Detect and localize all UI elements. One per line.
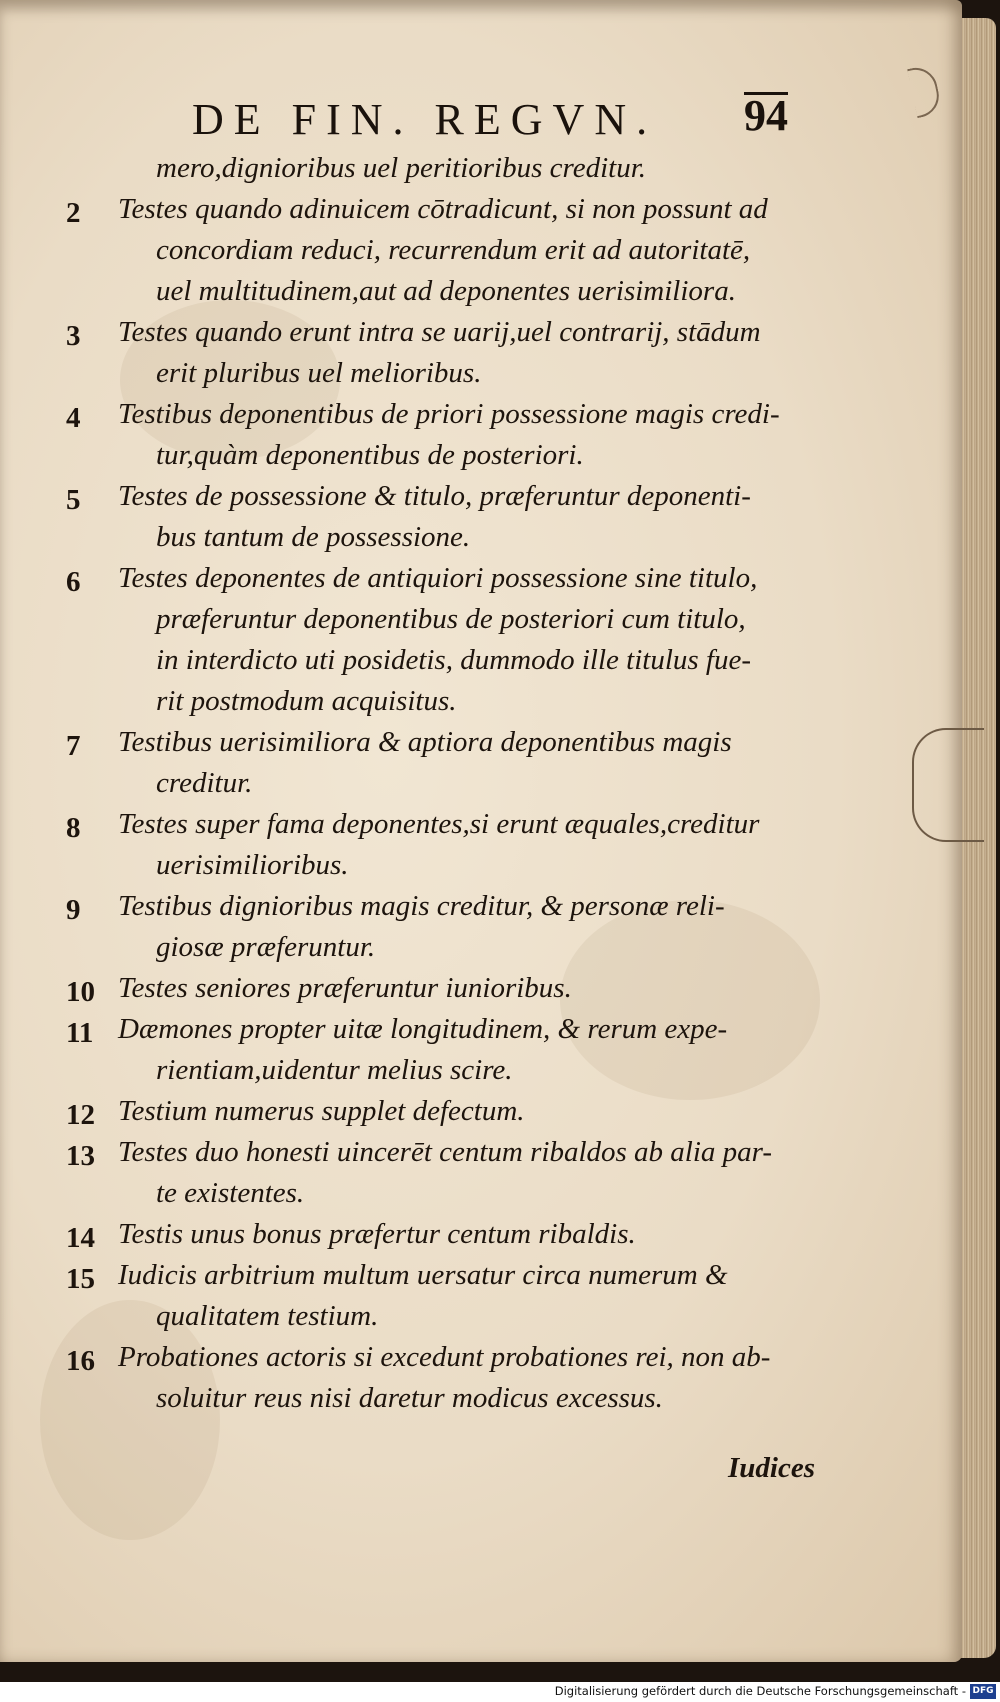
line-text: qualitatem testium. [156, 1300, 379, 1332]
text-line [60, 685, 830, 726]
text-line [60, 316, 830, 357]
line-text: Testibus uerisimiliora & aptiora deponentibus magis [118, 726, 732, 758]
folio-number: 94 [744, 91, 788, 140]
line-text: Testibus deponentibus de priori possessione magis credi- [118, 398, 780, 430]
line-text: Testes deponentes de antiquiori possessione sine titulo, [118, 562, 758, 594]
text-line [60, 890, 830, 931]
line-text: concordiam reduci, recurrendum erit ad autoritatē, [156, 234, 751, 266]
text-line [60, 931, 830, 972]
text-line [60, 1218, 830, 1259]
line-text: Testes quando erunt intra se uarij,uel contrarij, stādum [118, 316, 761, 348]
line-text: præferuntur deponentibus de posteriori cum titulo, [156, 603, 746, 635]
entry-number: 12 [66, 1099, 95, 1131]
running-title: DE FIN. REGVN. [192, 95, 658, 144]
footer-credit: Digitalisierung gefördert durch die Deutsche Forschungsgemeinschaft - [554, 1684, 966, 1698]
line-text: in interdicto uti posidetis, dummodo ille titulus fue- [156, 644, 751, 676]
page-header [192, 91, 792, 154]
text-line [60, 1382, 830, 1423]
line-text: bus tantum de possessione. [156, 521, 471, 553]
entry-number: 2 [66, 197, 81, 229]
text-line [60, 275, 830, 316]
page-tab-mark [912, 728, 984, 842]
line-text: erit pluribus uel melioribus. [156, 357, 482, 389]
entry-number: 5 [66, 484, 81, 516]
entry-number: 9 [66, 894, 81, 926]
text-line [60, 726, 830, 767]
line-text: Testes quando adinuicem cōtradicunt, si non possunt ad [118, 193, 768, 225]
text-line [60, 808, 830, 849]
dfg-logo: DFG [970, 1684, 996, 1699]
text-line [60, 152, 830, 193]
line-text: uerisimilioribus. [156, 849, 349, 881]
text-line [60, 972, 830, 1013]
entry-number: 13 [66, 1140, 95, 1172]
line-text: Dæmones propter uitæ longitudinem, & rerum expe- [118, 1013, 728, 1045]
text-line [60, 439, 830, 480]
line-text: rit postmodum acquisitus. [156, 685, 457, 717]
catchword: Iudices [728, 1452, 815, 1484]
line-text: tur,quàm deponentibus de posteriori. [156, 439, 584, 471]
entry-number: 6 [66, 566, 81, 598]
text-line [60, 849, 830, 890]
text-line [60, 767, 830, 808]
line-text: Testes super fama deponentes,si erunt æquales,creditur [118, 808, 760, 840]
line-text: giosæ præferuntur. [156, 931, 376, 963]
text-line [60, 1136, 830, 1177]
line-text: rientiam,uidentur melius scire. [156, 1054, 513, 1086]
text-block [60, 152, 830, 1423]
entry-number: 14 [66, 1222, 95, 1254]
text-line [60, 1259, 830, 1300]
line-text: Probationes actoris si excedunt probationes rei, non ab- [118, 1341, 771, 1373]
text-line [60, 1177, 830, 1218]
line-text: te existentes. [156, 1177, 305, 1209]
entry-number: 4 [66, 402, 81, 434]
entry-number: 11 [66, 1017, 94, 1049]
text-line [60, 1054, 830, 1095]
line-text: Testium numerus supplet defectum. [118, 1095, 525, 1127]
footer-bar [0, 1682, 1000, 1702]
line-text: mero,dignioribus uel peritioribus creditur. [156, 152, 647, 184]
entry-number: 10 [66, 976, 95, 1008]
entry-number: 7 [66, 730, 81, 762]
text-line [60, 644, 830, 685]
text-line [60, 1300, 830, 1341]
text-line [60, 480, 830, 521]
line-text: Testes duo honesti uincerēt centum ribaldos ab alia par- [118, 1136, 773, 1168]
line-text: soluitur reus nisi daretur modicus excessus. [156, 1382, 663, 1414]
text-line [60, 562, 830, 603]
corner-mark [907, 64, 943, 118]
line-text: Testes de possessione & titulo, præferuntur deponenti- [118, 480, 751, 512]
line-text: Testis unus bonus præfertur centum ribaldis. [118, 1218, 636, 1250]
line-text: Testibus dignioribus magis creditur, & personæ reli- [118, 890, 725, 922]
text-line [60, 603, 830, 644]
entry-number: 3 [66, 320, 81, 352]
entry-number: 8 [66, 812, 81, 844]
line-text: creditur. [156, 767, 253, 799]
text-line [60, 398, 830, 439]
text-line [60, 1095, 830, 1136]
line-text: Iudicis arbitrium multum uersatur circa numerum & [118, 1259, 728, 1291]
text-line [60, 521, 830, 562]
text-line [60, 193, 830, 234]
line-text: Testes seniores præferuntur iunioribus. [118, 972, 572, 1004]
text-line [60, 1341, 830, 1382]
text-line [60, 357, 830, 398]
line-text: uel multitudinem,aut ad deponentes uerisimiliora. [156, 275, 736, 307]
text-line [60, 1013, 830, 1054]
entry-number: 16 [66, 1345, 95, 1377]
entry-number: 15 [66, 1263, 95, 1295]
text-line [60, 234, 830, 275]
